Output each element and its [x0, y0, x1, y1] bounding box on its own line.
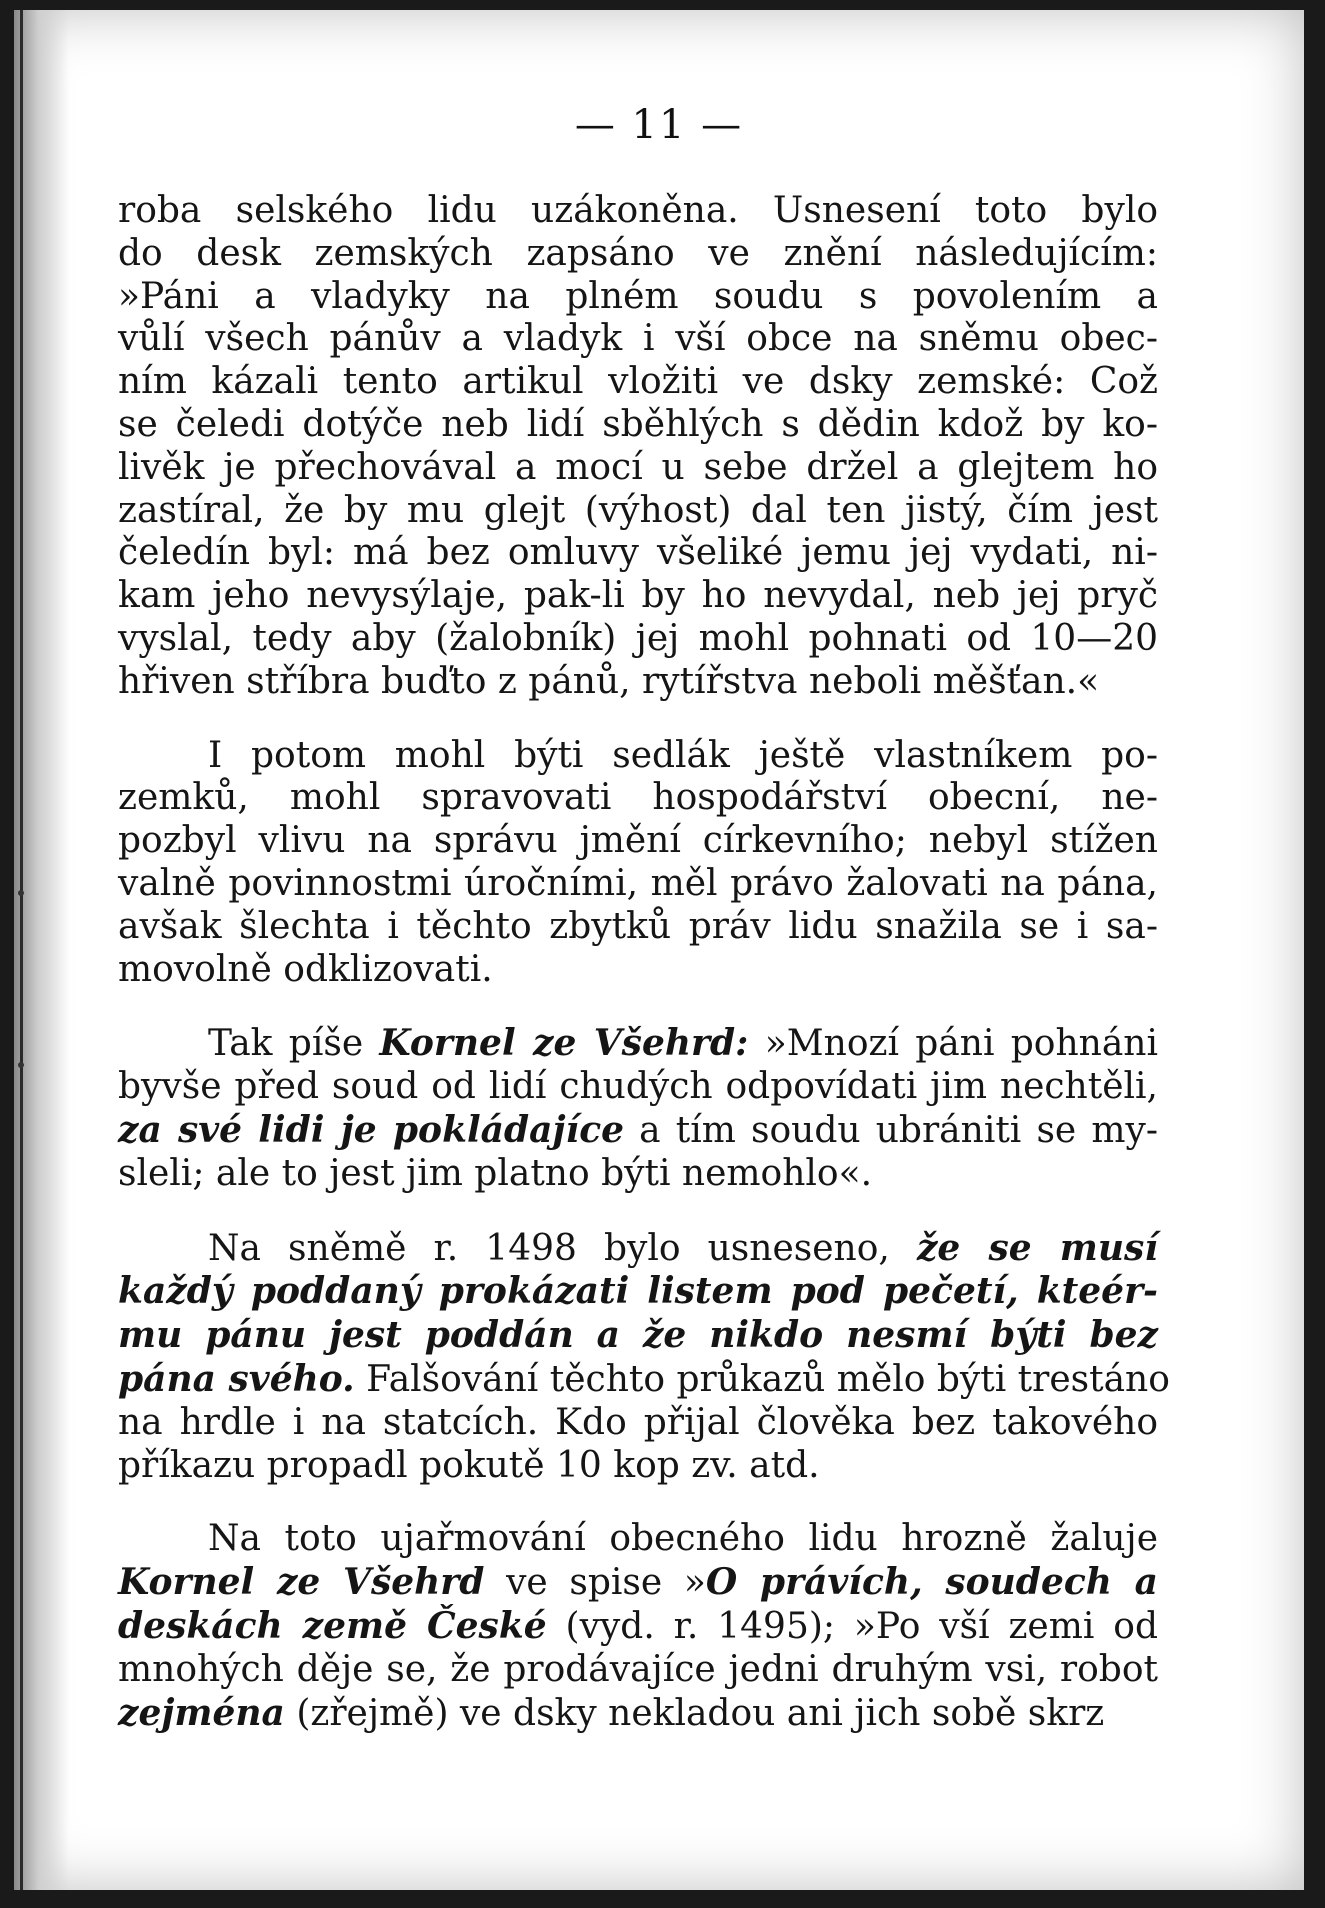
text-line [118, 1066, 1158, 1109]
text-line [118, 233, 1158, 276]
text-line [118, 361, 1158, 404]
text-line [118, 1314, 1158, 1358]
text-run: Tak píše [208, 1023, 380, 1065]
text-run: příkazu propadl pokutě 10 kop zv. atd. [118, 1444, 820, 1486]
text-line [118, 1227, 1158, 1271]
text-line [118, 1561, 1158, 1605]
text-run: Na toto ujařmování obecného lidu hrozně žaluje [208, 1518, 1158, 1560]
text-line [118, 318, 1158, 361]
text-run: do desk zemských zapsáno ve znění následujícím: [118, 232, 1158, 274]
text-run: se čeledi dotýče neb lidí sběhlých s dědin kdož by ko- [118, 403, 1158, 445]
paragraph [118, 1518, 1158, 1735]
body-text [118, 190, 1170, 1735]
text-line [118, 618, 1158, 661]
emphasized-text: každý poddaný prokázati listem pod pečetí, kteér- [118, 1270, 1158, 1313]
text-run: hřiven stříbra buďto z pánů, rytířstva neboli měšťan.« [118, 660, 1100, 702]
emphasized-text: pána svého. [118, 1357, 355, 1400]
text-run: sleli; ale to jest jim platno býti nemohlo«. [118, 1152, 873, 1194]
scan-speck [18, 1062, 24, 1068]
text-run: (zřejmě) ve dsky nekladou ani jich sobě skrz [284, 1692, 1105, 1734]
text-run: byvše před soud od lidí chudých odpovídati jim nechtěli, [118, 1066, 1158, 1108]
text-run: vůlí všech pánův a vladyk i vší obce na sněmu obec- [118, 318, 1158, 360]
text-run: čeledín byl: má bez omluvy všeliké jemu jej vydati, ni- [118, 532, 1158, 574]
text-run: Falšování těchto průkazů mělo býti trestáno [354, 1358, 1170, 1400]
text-line [118, 820, 1158, 863]
text-run: zemků, mohl spravovati hospodářství obecní, ne- [118, 777, 1158, 819]
text-line [118, 1402, 1158, 1445]
text-run: I potom mohl býti sedlák ještě vlastníkem po- [208, 734, 1158, 776]
page-number: — 11 — [574, 102, 744, 148]
text-run: na hrdle i na statcích. Kdo přijal člověka bez takového [118, 1401, 1158, 1443]
text-line [118, 1605, 1158, 1649]
text-line [118, 1692, 1158, 1736]
text-line [118, 1649, 1158, 1692]
text-line [118, 190, 1158, 233]
text-run: Na sněmě r. 1498 bylo usneseno, [208, 1227, 917, 1269]
text-line [118, 1445, 1158, 1488]
text-line [118, 404, 1158, 447]
scanned-page [14, 10, 1304, 1890]
text-run: pozbyl vlivu na správu jmění církevního; nebyl stížen [118, 820, 1158, 862]
text-line [118, 1357, 1170, 1402]
emphasized-text: mu pánu jest poddán a že nikdo nesmí býti bez [118, 1314, 1158, 1357]
emphasized-text: zejména [118, 1691, 285, 1734]
emphasized-text: Kornel ze Všehrd: [379, 1022, 749, 1065]
scan-speck [18, 890, 24, 896]
paragraph [118, 735, 1158, 992]
text-run: kam jeho nevysýlaje, pak-li by ho nevydal, neb jej pryč [118, 575, 1158, 617]
text-run: ve spise » [484, 1562, 706, 1604]
text-run: avšak šlechta i těchto zbytků práv lidu snažila se i sa- [118, 905, 1158, 947]
text-run: vyslal, tedy aby (žalobník) jej mohl pohnati od 10—20 [118, 617, 1158, 659]
binding-edge [20, 10, 23, 1890]
text-line [118, 1270, 1158, 1314]
text-line [118, 575, 1158, 618]
text-run: movolně odklizovati. [118, 948, 493, 990]
emphasized-text: Kornel ze Všehrd [118, 1561, 485, 1604]
paragraph [118, 190, 1158, 704]
text-line [118, 906, 1158, 949]
paragraph [118, 1226, 1170, 1488]
paragraph [118, 1022, 1158, 1195]
text-run: ním kázali tento artikul vložiti ve dsky zemské: Což [118, 361, 1158, 403]
text-line [118, 735, 1158, 778]
text-line [118, 1153, 1158, 1196]
text-run: »Páni a vladyky na plném soudu s povolením a [118, 275, 1158, 317]
text-line [118, 532, 1158, 575]
emphasized-text: deskách země České [118, 1604, 547, 1647]
emphasized-text: za své lidi je pokládajíce [118, 1108, 625, 1151]
text-line [118, 661, 1158, 704]
emphasized-text: O právích, soudech a [705, 1561, 1159, 1604]
text-line [118, 1022, 1158, 1066]
text-line [118, 777, 1158, 820]
text-line [118, 490, 1158, 533]
text-run: »Mnozí páni pohnáni [748, 1023, 1158, 1065]
text-run: livěk je přechovával a mocí u sebe držel a glejtem ho [118, 446, 1158, 488]
emphasized-text: že se musí [916, 1226, 1158, 1269]
text-line [118, 447, 1158, 490]
text-line [118, 1518, 1158, 1561]
text-line [118, 1109, 1158, 1153]
text-run: a tím soudu ubrániti se my- [624, 1109, 1158, 1151]
text-run: zastíral, že by mu glejt (výhost) dal ten jistý, čím jest [118, 489, 1158, 531]
text-run: roba selského lidu uzákoněna. Usnesení toto bylo [118, 190, 1158, 231]
text-line [118, 949, 1158, 992]
text-run: mnohých děje se, že prodávajíce jedni druhým vsi, robot [118, 1648, 1158, 1690]
text-line [118, 276, 1158, 319]
text-run: (vyd. r. 1495); »Po vší zemi od [546, 1605, 1158, 1647]
text-run: valně povinnostmi úročními, měl právo žalovati na pána, [118, 862, 1158, 904]
text-line [118, 863, 1158, 906]
